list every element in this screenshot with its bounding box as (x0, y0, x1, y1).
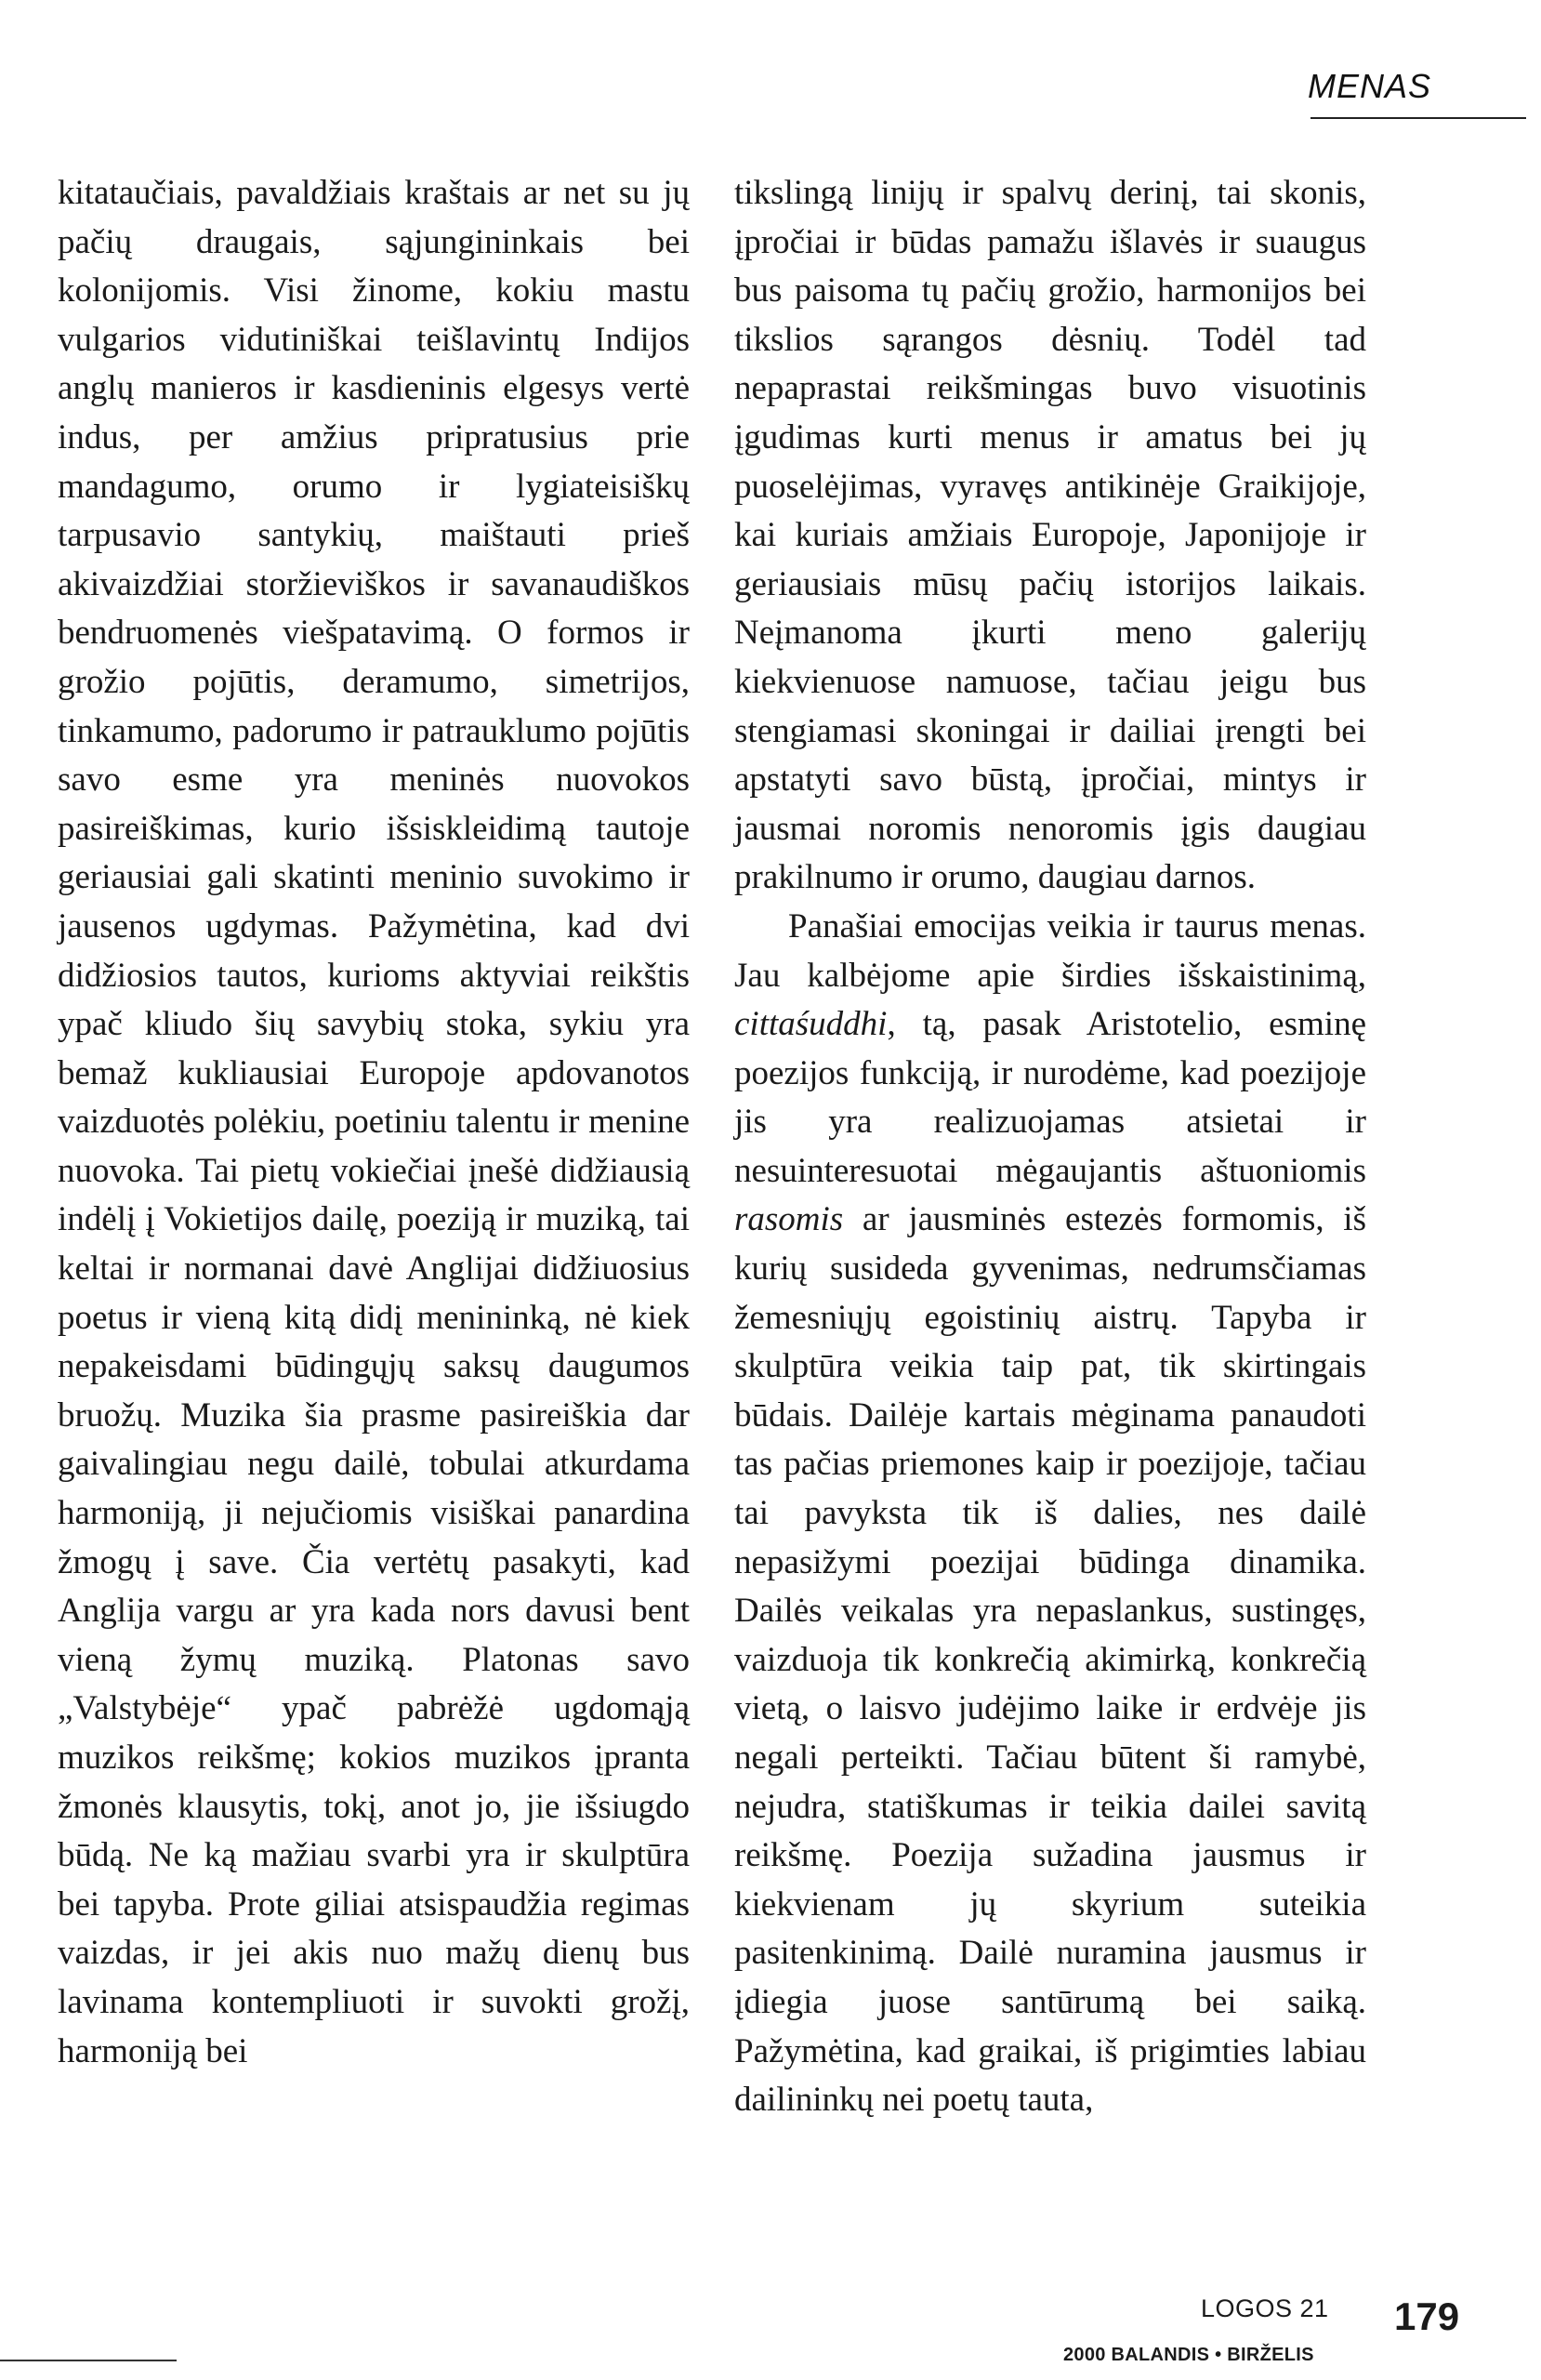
bottom-rule (0, 2360, 177, 2361)
paragraph-text: , tą, pasak Aristotelio, esminę poezijos funkciją, ir nurodėme, kad poezijoje jis yra realizuojamas atsietai ir nesuinteresuotai mėgaujantis aštuoniomis (734, 1005, 1366, 1190)
header-rule (1311, 117, 1526, 119)
issue-date: 2000 BALANDIS • BIRŽELIS (1063, 2345, 1314, 2365)
paragraph-continued: kitataučiais, pavaldžiais kraštais ar net su jų pačių draugais, sąjungininkais bei kolonijomis. Visi žinome, kokiu mastu vulgarios vidutiniškai teišlavintų Indijos anglų manieros ir kasdieninis elgesys vertė indus, per amžius pripratusius prie mandagumo, orumo ir lygiateisiškų tarpusavio santykių, maištauti prieš akivaizdžiai storžieviškos ir savanaudiškos bendruomenės viešpatavimą. O formos ir grožio pojūtis, deramumo, simetrijos, tinkamumo, padorumo ir patrauklumo pojūtis savo esme yra meninės nuovokos pasireiškimas, kurio išsiskleidimą tautoje geriausiai gali skatinti meninio suvokimo ir jausenos ugdymas. Pažymėtina, kad dvi didžiosios tautos, kurioms aktyviai reikštis ypač kliudo šių savybių stoka, sykiu yra bemaž kukliausiai Europoje apdovanotos vaizduotės polėkiu, poetiniu talentu ir menine nuovoka. Tai pietų vokiečiai įnešė didžiausią indėlį į Vokietijos dailę, poeziją ir muziką, tai keltai ir normanai davė Anglijai didžiuosius poetus ir vieną kitą didį menininką, nė kiek nepakeisdami būdingųjų saksų daugumos bruožų. Muzika šia prasme pasireiškia dar gaivalingiau negu dailė, tobulai atkurdama harmoniją, ji nejučiomis visiškai panardina žmogų į save. Čia vertėtų pasakyti, kad Anglija vargu ar yra kada nors davusi bent vieną žymų muziką. Platonas savo „Valstybėje“ ypač pabrėžė ugdomąją muzikos reikšmę; kokios muzikos įpranta žmonės klausytis, tokį, anot jo, jie išsiugdo būdą. Ne ką mažiau svarbi yra ir skulptūra bei tapyba. Prote giliai atsispaudžia regimas vaizdas, ir jei akis nuo mažų dienų bus lavinama kontempliuoti ir suvokti grožį, harmoniją bei (58, 174, 690, 2070)
paragraph-continued: tikslingą linijų ir spalvų derinį, tai skonis, įpročiai ir būdas pamažu išlavės ir suaugus bus paisoma tų pačių grožio, harmonijos bei tikslios sąrangos dėsnių. Todėl tad nepaprastai reikšmingas buvo visuotinis įgudimas kurti menus ir amatus bei jų puoselėjimas, vyravęs antikinėje Graikijoje, kai kuriais amžiais Europoje, Japonijoje ir geriausiais mūsų pačių istorijos laikais. Neįmanoma įkurti meno galerijų kiekvienuose namuose, tačiau jeigu bus stengiamasi skoningai ir dailiai įrengti bei apstatyti savo būstą, įpročiai, mintys ir jausmai noromis nenoromis įgis daugiau prakilnumo ir orumo, daugiau darnos. (734, 174, 1366, 897)
italic-term: cittaśuddhi (734, 1005, 888, 1044)
paragraph-text: Panašiai emocijas veikia ir taurus menas. Jau kalbėjome apie širdies išskaistinimą, (734, 906, 1366, 995)
journal-name: LOGOS 21 (1201, 2294, 1329, 2322)
page-number: 179 (1394, 2294, 1460, 2338)
italic-term: rasomis (734, 1200, 844, 1239)
right-text-column (734, 169, 1366, 2125)
running-head-section: MENAS (1307, 67, 1431, 105)
paragraph (734, 903, 1366, 2125)
page-footer (1041, 2287, 1469, 2371)
left-text-column (58, 169, 690, 2076)
paragraph-text: ar jausminės estezės formomis, iš kurių susideda gyvenimas, nedrumsčiamas žemesniųjų egoistinių aistrų. Tapyba ir skulptūra veikia taip pat, tik skirtingais būdais. Dailėje kartais mėginama panaudoti tas pačias priemones kaip ir poezijoje, tačiau tai pavyksta tik iš dalies, nes dailė nepasižymi poezijai būdinga dinamika. Dailės veikalas yra nepaslankus, sustingęs, vaizduoja tik konkrečią akimirką, konkrečią vietą, o laisvo judėjimo laike ir erdvėje jis negali perteikti. Tačiau būtent ši ramybė, nejudra, statiškumas ir teikia dailei savitą reikšmę. Poezija sužadina jausmus ir kiekvienam jų skyrium suteikia pasitenkinimą. Dailė nuramina jausmus ir įdiegia juose santūrumą bei saiką. Pažymėtina, kad graikai, iš prigimties labiau dailininkų nei poetų tauta, (734, 1200, 1366, 2120)
